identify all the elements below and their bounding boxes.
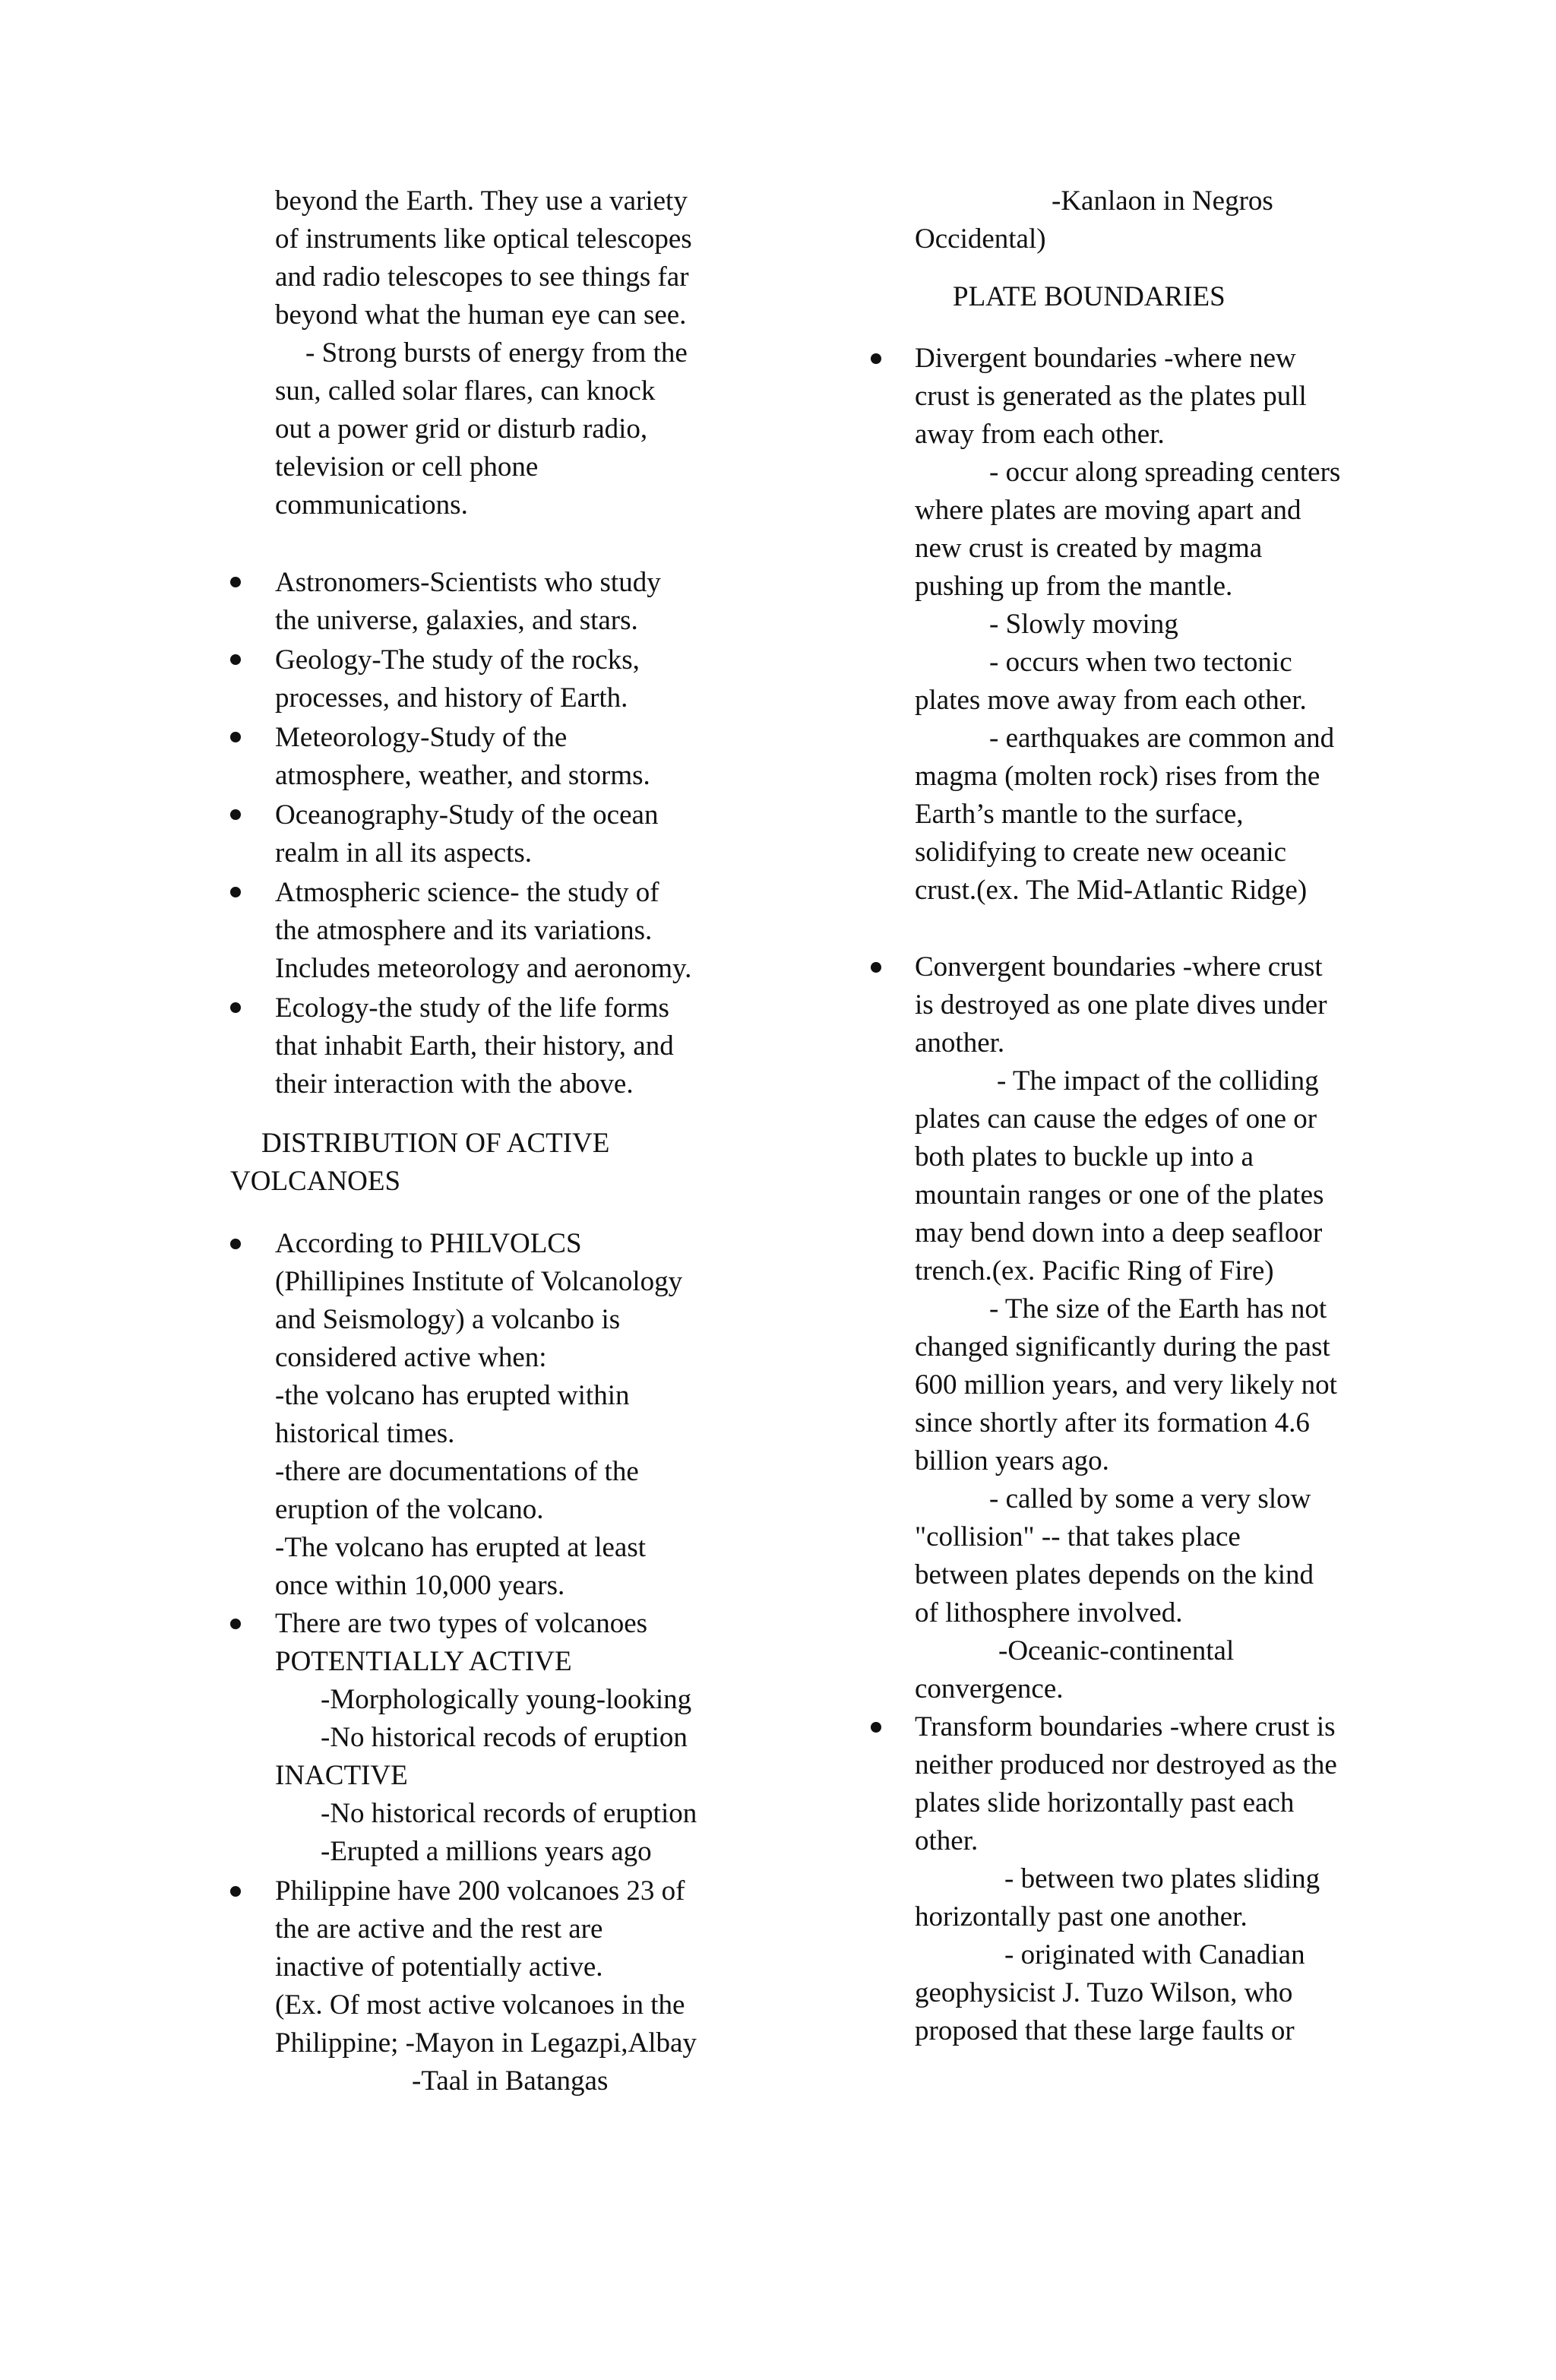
text-line: -Morphologically young-looking: [321, 1684, 692, 1715]
text-line: Ecology-the study of the life forms: [275, 992, 669, 1024]
text-line: eruption of the volcano.: [275, 1494, 544, 1525]
text-line: geophysicist J. Tuzo Wilson, who: [915, 1977, 1293, 2008]
text-line: crust.(ex. The Mid-Atlantic Ridge): [915, 875, 1308, 906]
text-line: - originated with Canadian: [1004, 1939, 1305, 1970]
text-line: Geology-The study of the rocks,: [275, 644, 640, 676]
text-line: - The size of the Earth has not: [989, 1293, 1327, 1325]
text-line: the universe, galaxies, and stars.: [275, 605, 638, 636]
text-line: According to PHILVOLCS: [275, 1228, 582, 1259]
bullet-icon: [871, 1722, 881, 1733]
section-heading: VOLCANOES: [230, 1166, 401, 1197]
text-line: Occidental): [915, 223, 1046, 255]
bullet-icon: [230, 577, 241, 587]
text-line: both plates to buckle up into a: [915, 1141, 1254, 1173]
text-line: plates can cause the edges of one or: [915, 1103, 1317, 1135]
text-line: - called by some a very slow: [989, 1483, 1311, 1514]
text-line: of lithosphere involved.: [915, 1597, 1183, 1628]
text-line: between plates depends on the kind: [915, 1559, 1314, 1590]
text-line: plates slide horizontally past each: [915, 1787, 1295, 1818]
text-line: pushing up from the mantle.: [915, 571, 1233, 602]
text-line: -the volcano has erupted within: [275, 1380, 630, 1411]
text-line: (Ex. Of most active volcanoes in the: [275, 1989, 685, 2021]
text-line: another.: [915, 1027, 1005, 1059]
bullet-icon: [871, 962, 881, 973]
text-line: solidifying to create new oceanic: [915, 837, 1287, 868]
text-line: new crust is created by magma: [915, 533, 1263, 564]
text-line: mountain ranges or one of the plates: [915, 1179, 1324, 1211]
text-line: - Slowly moving: [989, 609, 1178, 640]
text-line: Oceanography-Study of the ocean: [275, 799, 659, 831]
text-line: their interaction with the above.: [275, 1068, 634, 1100]
bullet-icon: [871, 353, 881, 364]
text-line: considered active when:: [275, 1342, 547, 1373]
text-line: television or cell phone: [275, 451, 539, 483]
text-line: may bend down into a deep seafloor: [915, 1217, 1323, 1249]
text-line: There are two types of volcanoes: [275, 1608, 648, 1639]
text-line: billion years ago.: [915, 1445, 1109, 1476]
text-line: historical times.: [275, 1418, 455, 1449]
text-line: -Oceanic-continental: [998, 1635, 1235, 1666]
text-line: - occur along spreading centers: [989, 457, 1341, 488]
text-line: -No historical recods of eruption: [321, 1722, 688, 1753]
text-line: 600 million years, and very likely not: [915, 1369, 1337, 1400]
text-line: Transform boundaries -where crust is: [915, 1711, 1336, 1742]
bullet-icon: [230, 809, 241, 820]
text-line: sun, called solar flares, can knock: [275, 375, 656, 407]
text-line: crust is generated as the plates pull: [915, 381, 1307, 412]
text-line: the are active and the rest are: [275, 1913, 603, 1945]
text-line: proposed that these large faults or: [915, 2015, 1295, 2046]
bullet-icon: [230, 1619, 241, 1629]
bullet-icon: [230, 887, 241, 897]
text-line: INACTIVE: [275, 1760, 408, 1791]
text-line: processes, and history of Earth.: [275, 682, 628, 714]
section-heading: PLATE BOUNDARIES: [953, 281, 1226, 312]
text-line: away from each other.: [915, 419, 1165, 450]
text-line: since shortly after its formation 4.6: [915, 1407, 1310, 1438]
text-line: Philippine; -Mayon in Legazpi,Albay: [275, 2027, 697, 2059]
text-line: Atmospheric science- the study of: [275, 877, 659, 908]
text-line: -Kanlaon in Negros: [1052, 185, 1273, 217]
text-line: that inhabit Earth, their history, and: [275, 1030, 674, 1062]
text-line: beyond what the human eye can see.: [275, 299, 687, 331]
text-line: Divergent boundaries -where new: [915, 343, 1296, 374]
text-line: and Seismology) a volcanbo is: [275, 1304, 621, 1335]
bullet-icon: [230, 732, 241, 742]
text-line: -Taal in Batangas: [412, 2065, 609, 2097]
text-line: "collision" -- that takes place: [915, 1521, 1241, 1552]
bullet-icon: [230, 1886, 241, 1897]
text-line: atmosphere, weather, and storms.: [275, 760, 650, 791]
text-line: and radio telescopes to see things far: [275, 261, 689, 293]
text-line: beyond the Earth. They use a variety: [275, 185, 688, 217]
text-line: Philippine have 200 volcanoes 23 of: [275, 1875, 685, 1907]
text-line: other.: [915, 1825, 979, 1856]
text-line: - Strong bursts of energy from the: [305, 337, 688, 369]
text-line: convergence.: [915, 1673, 1064, 1704]
text-line: horizontally past one another.: [915, 1901, 1248, 1932]
text-line: where plates are moving apart and: [915, 495, 1301, 526]
text-line: inactive of potentially active.: [275, 1951, 603, 1983]
text-line: Astronomers-Scientists who study: [275, 567, 661, 598]
text-line: -there are documentations of the: [275, 1456, 639, 1487]
text-line: - occurs when two tectonic: [989, 647, 1292, 678]
text-line: is destroyed as one plate dives under: [915, 989, 1327, 1021]
text-line: plates move away from each other.: [915, 685, 1307, 716]
bullet-icon: [230, 1002, 241, 1013]
text-line: neither produced nor destroyed as the: [915, 1749, 1337, 1780]
text-line: once within 10,000 years.: [275, 1570, 565, 1601]
text-line: Earth’s mantle to the surface,: [915, 799, 1244, 830]
text-line: trench.(ex. Pacific Ring of Fire): [915, 1255, 1274, 1287]
text-line: -The volcano has erupted at least: [275, 1532, 646, 1563]
text-line: Convergent boundaries -where crust: [915, 951, 1323, 983]
text-line: (Phillipines Institute of Volcanology: [275, 1266, 683, 1297]
text-line: -No historical records of eruption: [321, 1798, 697, 1829]
text-line: of instruments like optical telescopes: [275, 223, 692, 255]
text-line: Meteorology-Study of the: [275, 722, 568, 753]
section-heading: DISTRIBUTION OF ACTIVE: [261, 1128, 610, 1159]
text-line: changed significantly during the past: [915, 1331, 1330, 1362]
bullet-icon: [230, 654, 241, 665]
text-line: the atmosphere and its variations.: [275, 915, 653, 946]
text-line: -Erupted a millions years ago: [321, 1836, 652, 1867]
text-line: out a power grid or disturb radio,: [275, 413, 648, 445]
text-line: - earthquakes are common and: [989, 723, 1335, 754]
text-line: communications.: [275, 489, 468, 521]
text-line: - The impact of the colliding: [997, 1065, 1319, 1097]
text-line: POTENTIALLY ACTIVE: [275, 1646, 572, 1677]
text-line: - between two plates sliding: [1004, 1863, 1320, 1894]
text-line: Includes meteorology and aeronomy.: [275, 953, 692, 984]
bullet-icon: [230, 1239, 241, 1249]
text-line: realm in all its aspects.: [275, 837, 533, 869]
text-line: magma (molten rock) rises from the: [915, 761, 1320, 792]
